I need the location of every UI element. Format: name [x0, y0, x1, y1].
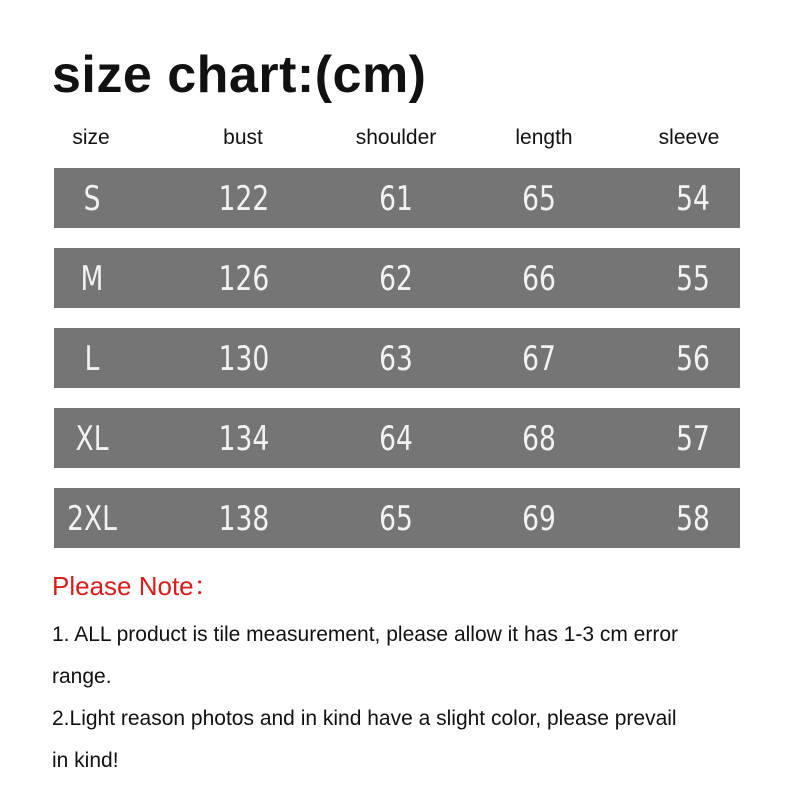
cell-sleeve: 56	[676, 339, 710, 379]
header-shoulder: shoulder	[355, 126, 437, 149]
cell-sleeve: 57	[676, 419, 710, 459]
cell-length: 67	[522, 339, 556, 379]
table-row	[54, 168, 740, 228]
cell-length: 66	[522, 259, 556, 299]
cell-shoulder: 65	[379, 499, 413, 539]
page-title: size chart:(cm)	[52, 46, 427, 104]
note-line: 2.Light reason photos and in kind have a slight color, please prevail	[52, 707, 677, 730]
cell-size: L	[84, 339, 100, 379]
cell-shoulder: 61	[379, 179, 413, 219]
cell-bust: 138	[218, 499, 270, 539]
cell-size: M	[80, 259, 104, 299]
cell-shoulder: 63	[379, 339, 413, 379]
note-line: range.	[52, 665, 112, 688]
cell-bust: 122	[218, 179, 270, 219]
cell-bust: 126	[218, 259, 270, 299]
table-row	[54, 248, 740, 308]
cell-length: 65	[522, 179, 556, 219]
table-row	[54, 408, 740, 468]
cell-bust: 134	[218, 419, 270, 459]
cell-shoulder: 64	[379, 419, 413, 459]
table-row	[54, 328, 740, 388]
header-sleeve: sleeve	[658, 126, 720, 149]
header-length: length	[515, 126, 573, 149]
cell-size: XL	[75, 419, 109, 459]
cell-shoulder: 62	[379, 259, 413, 299]
cell-length: 68	[522, 419, 556, 459]
cell-sleeve: 54	[676, 179, 710, 219]
header-bust: bust	[223, 126, 263, 149]
header-size: size	[72, 126, 110, 149]
note-line: 1. ALL product is tile measurement, please allow it has 1-3 cm error	[52, 623, 679, 646]
table-row	[54, 488, 740, 548]
cell-size: S	[83, 179, 101, 219]
note-title: Please Note：	[52, 571, 220, 601]
note-line: in kind!	[52, 749, 119, 772]
cell-length: 69	[522, 499, 556, 539]
cell-sleeve: 58	[676, 499, 710, 539]
cell-bust: 130	[218, 339, 270, 379]
cell-sleeve: 55	[676, 259, 710, 299]
cell-size: 2XL	[67, 499, 117, 539]
note-text	[52, 614, 782, 782]
table-header	[54, 118, 740, 158]
